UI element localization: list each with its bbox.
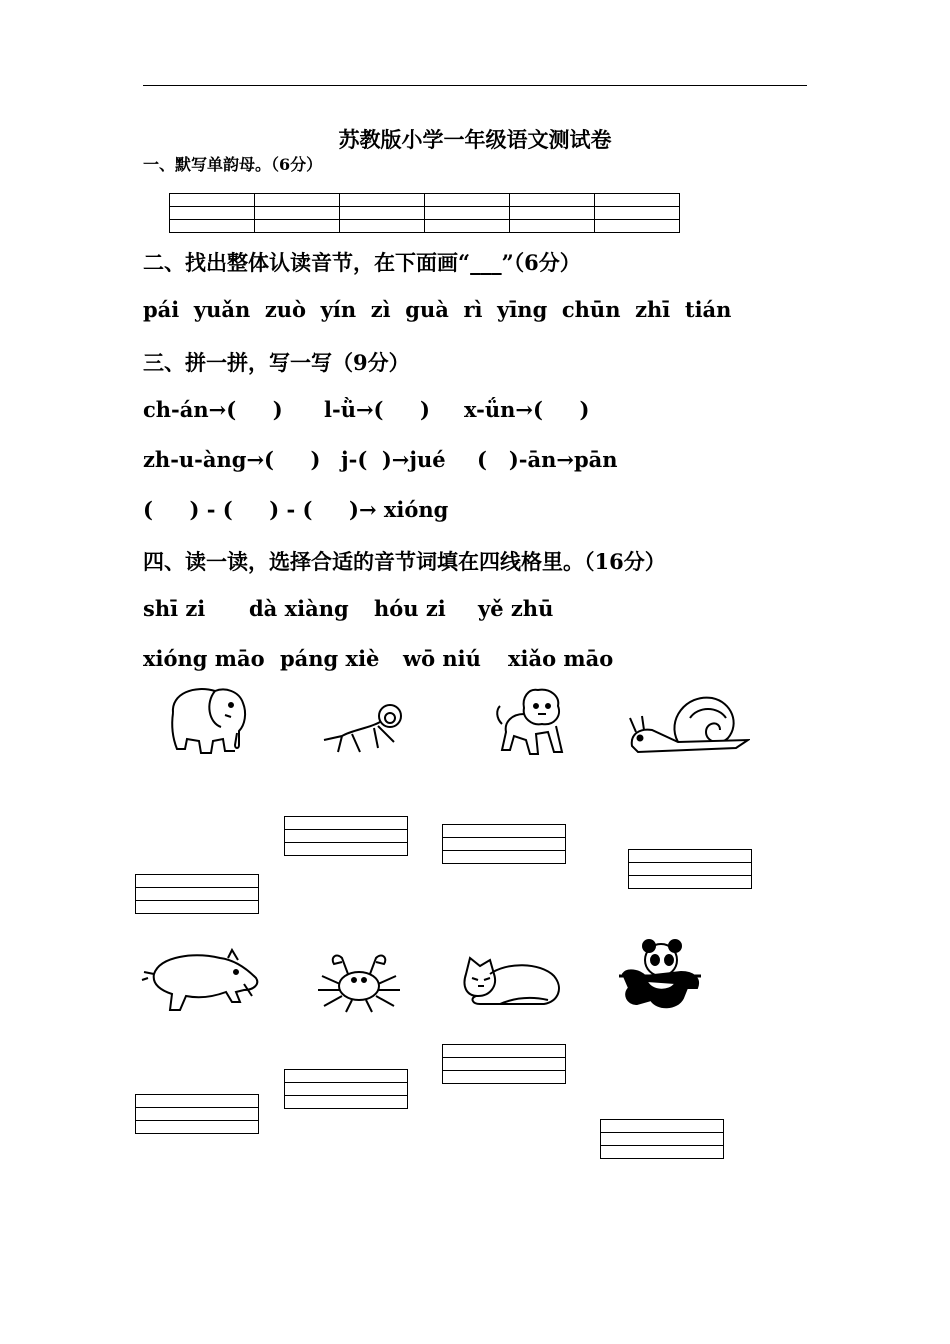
four-line-grid[interactable] [442,1044,566,1084]
elephant-picture [165,683,257,759]
word-option: shī zi [143,596,206,621]
header-rule [143,85,807,86]
spell-item: zh-u-àng→( ) [143,447,321,472]
crab-picture [312,948,406,1014]
spell-item: ch-án→( ) [143,397,283,422]
spell-item: x-ǘn→( ) [464,397,590,422]
section3-heading: 三、拼一拼，写一写（9分） [143,350,410,375]
word-option: xióng māo [143,646,265,671]
four-line-grid[interactable] [284,816,408,856]
spell-item: l-ǜ→( ) [324,397,430,422]
four-line-grid[interactable] [442,824,566,864]
boar-picture [140,944,262,1016]
section4-heading: 四、读一读，选择合适的音节词填在四线格里。（16分） [143,549,666,574]
section1-heading: 一、默写单韵母。（6分） [143,155,323,174]
section2-heading: 二、找出整体认读音节，在下面画“___”（6分） [143,250,581,275]
four-line-grid[interactable] [284,1069,408,1109]
spell-item: ( ) - ( ) - ( )→ xióng [143,497,449,522]
page-title: 苏教版小学一年级语文测试卷 [338,127,612,152]
four-line-grid[interactable] [135,1094,259,1134]
word-option: yě zhū [478,596,554,621]
snail-picture [626,688,750,760]
cat-picture [460,952,564,1010]
word-option: dà xiàng [249,596,349,621]
spell-item: j-( )→jué [341,447,446,472]
four-line-grid[interactable] [135,874,259,914]
word-option: wō niú [403,646,481,671]
lion-picture [492,684,572,760]
word-option: hóu zi [374,596,446,621]
syllable-list: pái yuǎn zuò yín zì guà rì yīng chūn zhī tián [143,297,732,322]
vowel-answer-grid[interactable] [169,193,680,233]
word-option: páng xiè [280,646,380,671]
four-line-grid[interactable] [628,849,752,889]
monkey-picture [318,700,410,760]
panda-picture [617,938,703,1012]
word-option: xiǎo māo [508,646,614,671]
spell-item: ( )-ān→pān [477,447,618,472]
four-line-grid[interactable] [600,1119,724,1159]
